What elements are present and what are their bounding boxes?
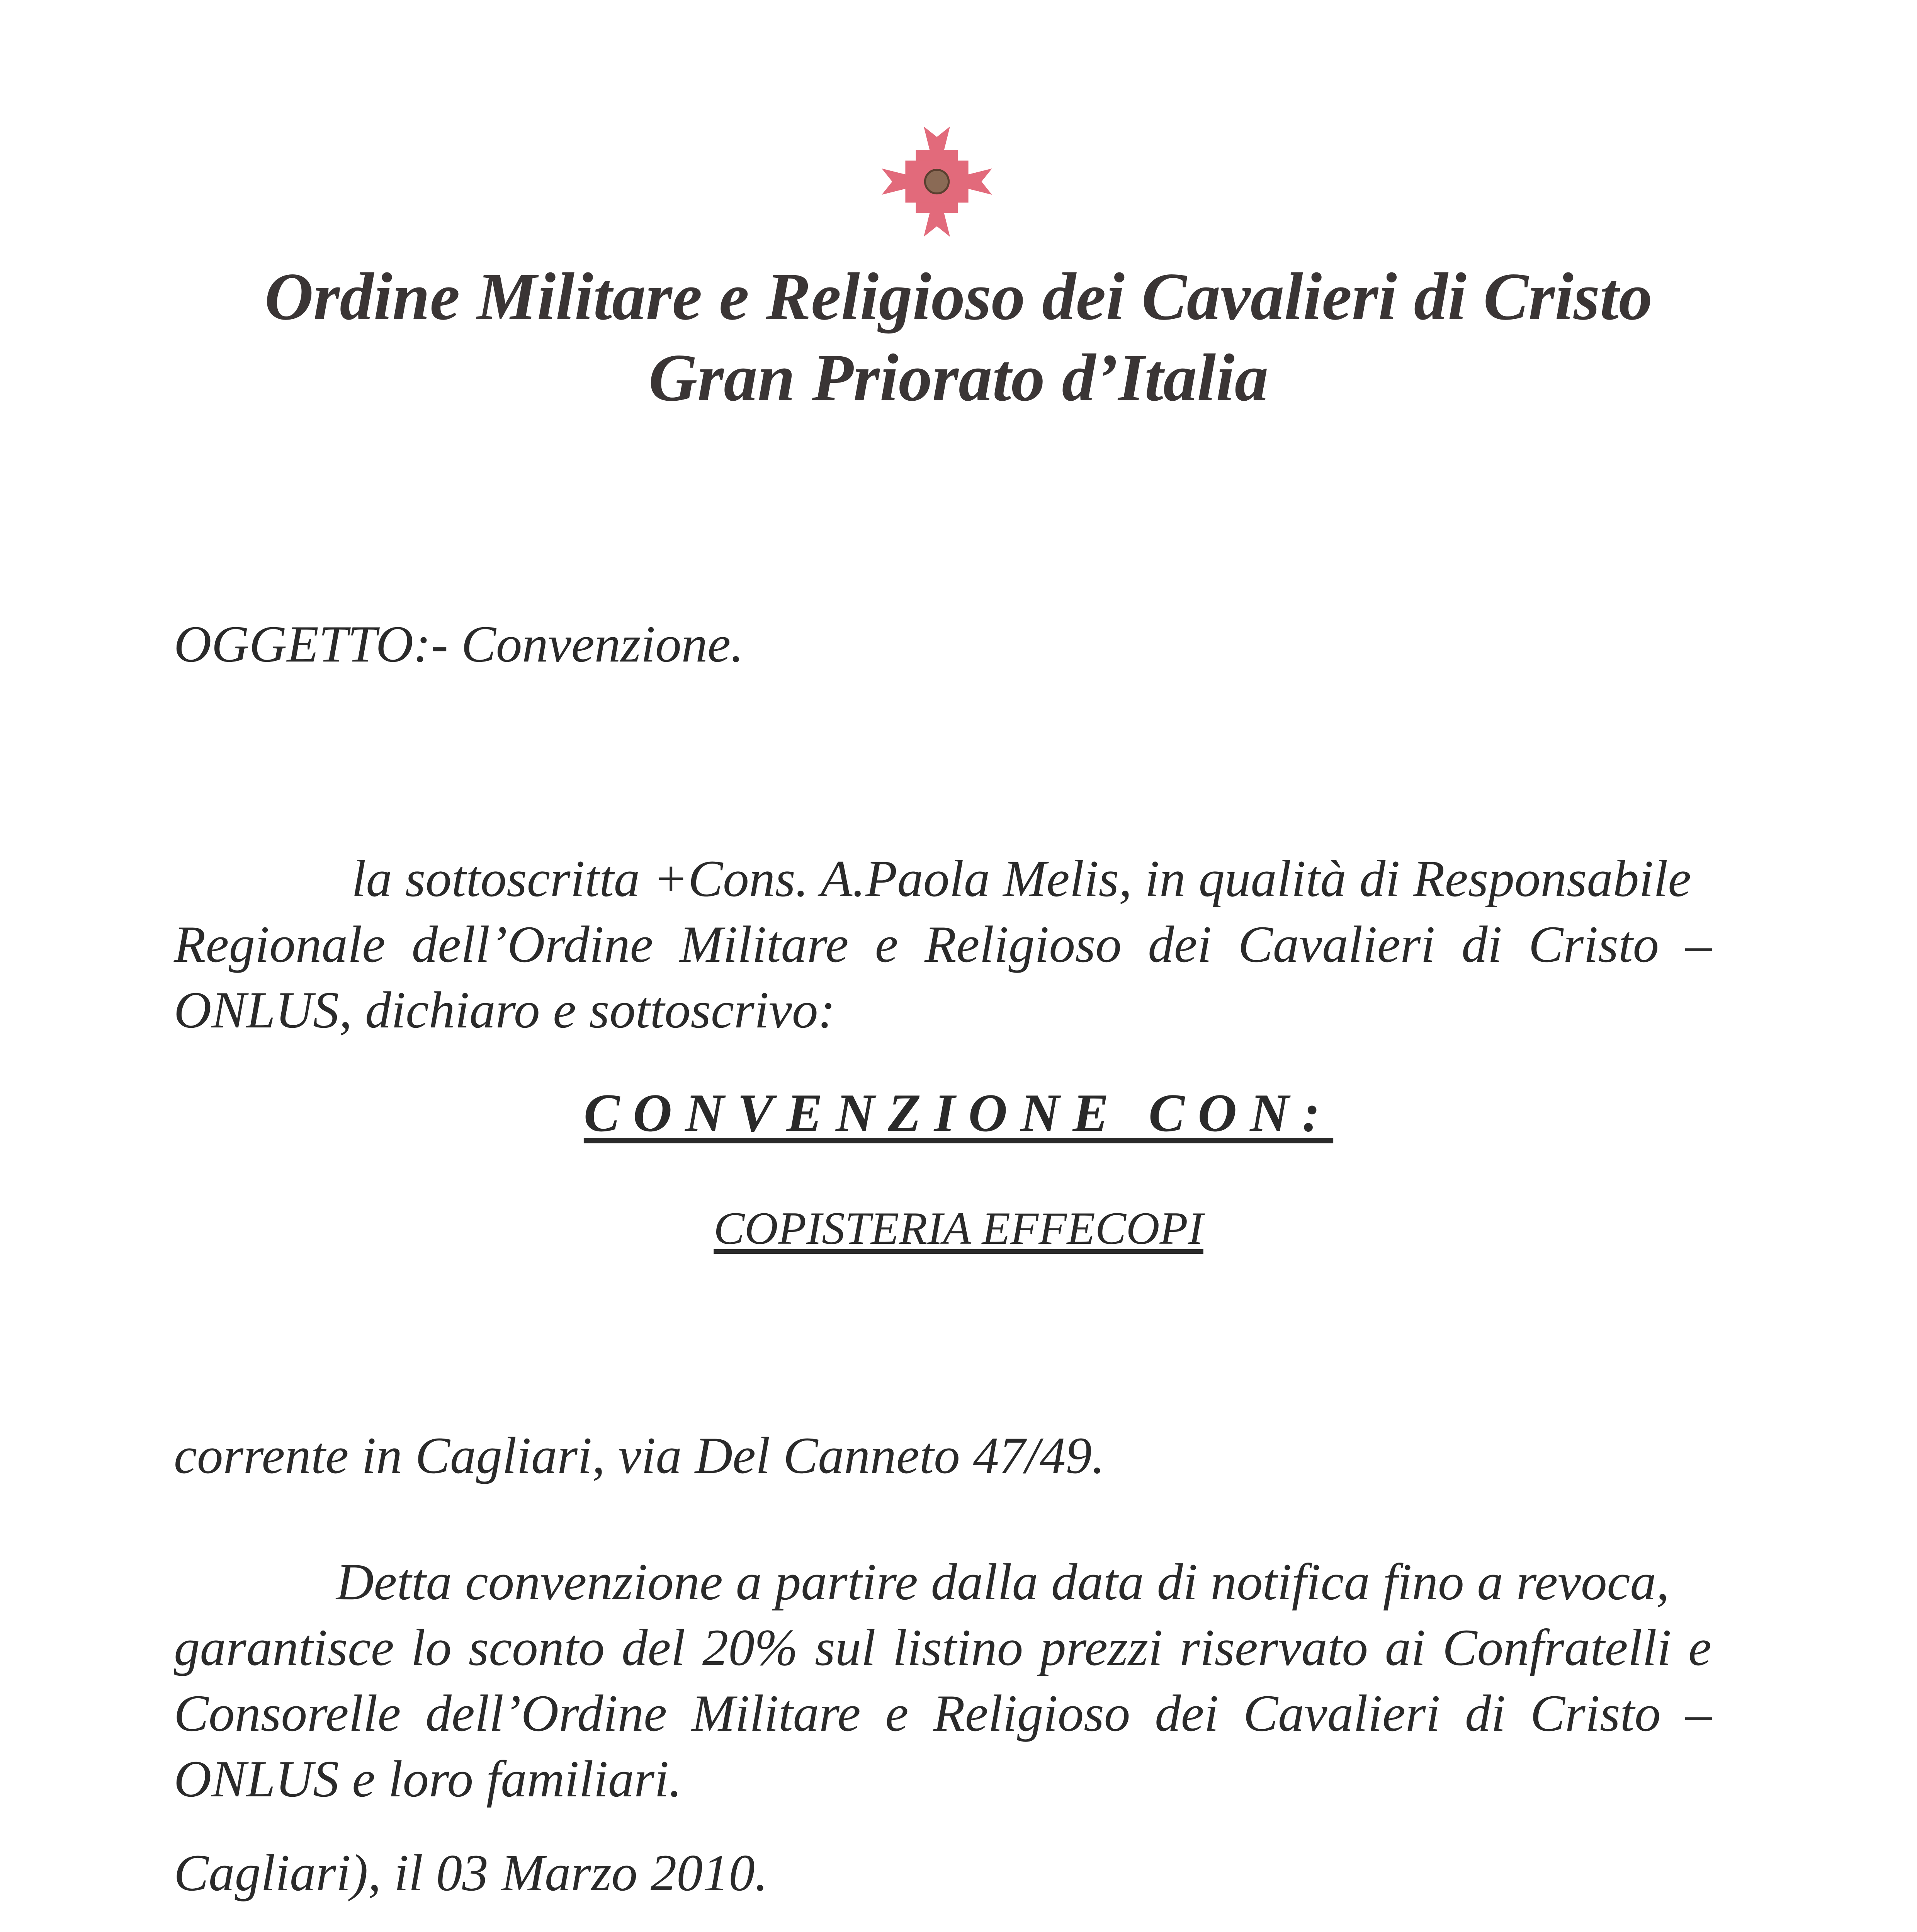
terms-rest: garantisce lo sconto del 20% sul listino prezzi riservato ai Confratelli e Consorelle dell’Ordine Militare e Religioso dei Cavalieri di Cristo – ONLUS e loro familiari. — [174, 1619, 1711, 1808]
company-name: COPISTERIA EFFECOPI — [714, 1202, 1203, 1254]
title-line-1: Ordine Militare e Religioso dei Cavalieri di Cristo — [264, 259, 1653, 334]
terms-first-line: Detta convenzione a partire dalla data di notifica fino a revoca, — [336, 1553, 1669, 1611]
address-line: corrente in Cagliari, via Del Canneto 47/49. — [174, 1427, 1105, 1485]
convention-heading: CONVENZIONE CON: — [583, 1083, 1334, 1143]
date-line: Cagliari), il 03 Marzo 2010. — [174, 1844, 768, 1902]
maltese-cross-logo-icon — [871, 116, 1003, 247]
terms-paragraph — [174, 1549, 1711, 1812]
subject-line: OGGETTO:- Convenzione. — [174, 616, 744, 673]
declaration-paragraph — [174, 846, 1711, 1043]
declaration-rest: Regionale dell’Ordine Militare e Religioso dei Cavalieri di Cristo – ONLUS, dichiaro e sottoscrivo: — [174, 916, 1711, 1039]
title-line-2: Gran Priorato d’Italia — [648, 340, 1269, 415]
declaration-first-line: la sottoscritta +Cons. A.Paola Melis, in qualità di Responsabile — [352, 850, 1691, 908]
